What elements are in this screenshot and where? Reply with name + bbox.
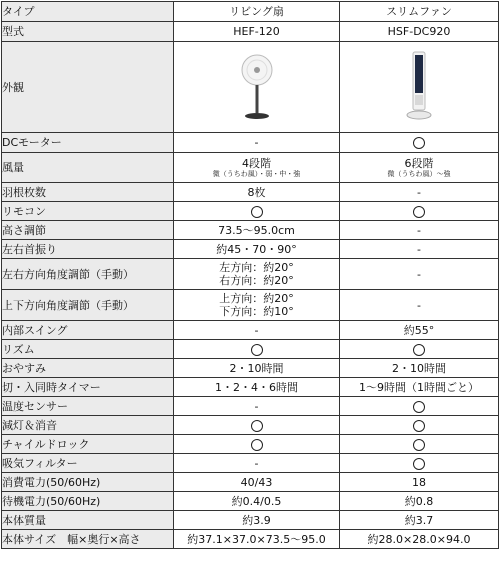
intake-filter-living-fan: - <box>174 454 340 473</box>
child-lock-living-fan <box>174 435 340 454</box>
blades-slim-fan: - <box>340 183 499 202</box>
temp-sensor-slim-fan <box>340 397 499 416</box>
available-mark <box>413 401 425 413</box>
available-mark <box>413 458 425 470</box>
swing-lr-slim-fan: - <box>340 240 499 259</box>
height-adjust-living-fan: 73.5～95.0cm <box>174 221 340 240</box>
row-label: 型式 <box>2 22 174 42</box>
standby-power-living-fan: 約0.4/0.5 <box>174 492 340 511</box>
stand-fan-image <box>237 52 277 122</box>
row-power <box>2 473 499 492</box>
row-child-lock <box>2 435 499 454</box>
airflow-slim-fan <box>340 153 499 183</box>
weight-slim-fan: 約3.7 <box>340 511 499 530</box>
angle-values <box>219 292 294 318</box>
row-label: チャイルドロック <box>2 435 174 454</box>
model-slim-fan: HSF-DC920 <box>340 22 499 42</box>
row-dim-mute <box>2 416 499 435</box>
angle-up: 上方向：約20° <box>219 292 294 305</box>
row-dc-motor <box>2 133 499 153</box>
available-mark <box>251 344 263 356</box>
row-angle-ud <box>2 290 499 321</box>
available-mark <box>413 344 425 356</box>
header-row <box>2 2 499 22</box>
row-label: 本体サイズ 幅×奥行×高さ <box>2 530 174 549</box>
angle-lr-slim-fan: - <box>340 259 499 290</box>
angle-left: 左方向：約20° <box>219 261 294 274</box>
row-model <box>2 22 499 42</box>
tower-fan-image <box>404 49 434 125</box>
angle-down: 下方向：約10° <box>219 305 294 318</box>
row-label: 羽根枚数 <box>2 183 174 202</box>
row-sleep-timer <box>2 359 499 378</box>
row-label: 温度センサー <box>2 397 174 416</box>
dim-mute-slim-fan <box>340 416 499 435</box>
available-mark <box>413 137 425 149</box>
spec-table-wrapper <box>1 1 498 549</box>
dc-motor-slim-fan <box>340 133 499 153</box>
on-off-timer-slim-fan: 1～9時間（1時間ごと） <box>340 378 499 397</box>
available-mark <box>251 420 263 432</box>
row-standby-power <box>2 492 499 511</box>
power-slim-fan: 18 <box>340 473 499 492</box>
angle-right: 右方向：約20° <box>219 274 294 287</box>
row-label: 外観 <box>2 42 174 133</box>
remote-slim-fan <box>340 202 499 221</box>
appearance-slim-fan <box>340 42 499 133</box>
weight-living-fan: 約3.9 <box>174 511 340 530</box>
header-slim-fan: スリムファン <box>340 2 499 22</box>
row-label: 左右方向角度調節（手動） <box>2 259 174 290</box>
dim-mute-living-fan <box>174 416 340 435</box>
temp-sensor-living-fan: - <box>174 397 340 416</box>
height-adjust-slim-fan: - <box>340 221 499 240</box>
sleep-timer-slim-fan: 2・10時間 <box>340 359 499 378</box>
airflow-levels: 4段階 <box>242 156 271 170</box>
row-label: 上下方向角度調節（手動） <box>2 290 174 321</box>
rhythm-slim-fan <box>340 340 499 359</box>
rhythm-living-fan <box>174 340 340 359</box>
row-label: 待機電力(50/60Hz) <box>2 492 174 511</box>
row-label: DCモーター <box>2 133 174 153</box>
angle-lr-living-fan <box>174 259 340 290</box>
airflow-levels-detail: 微（うちわ風）～強 <box>387 169 451 178</box>
row-label: 内部スイング <box>2 321 174 340</box>
available-mark <box>413 206 425 218</box>
available-mark <box>413 439 425 451</box>
angle-ud-slim-fan: - <box>340 290 499 321</box>
appearance-living-fan <box>174 42 340 133</box>
row-label: リズム <box>2 340 174 359</box>
sleep-timer-living-fan: 2・10時間 <box>174 359 340 378</box>
model-living-fan: HEF-120 <box>174 22 340 42</box>
blades-living-fan: 8枚 <box>174 183 340 202</box>
row-label: 消費電力(50/60Hz) <box>2 473 174 492</box>
size-living-fan: 約37.1×37.0×73.5～95.0 <box>174 530 340 549</box>
row-temp-sensor <box>2 397 499 416</box>
internal-swing-living-fan: - <box>174 321 340 340</box>
row-appearance <box>2 42 499 133</box>
row-on-off-timer <box>2 378 499 397</box>
standby-power-slim-fan: 約0.8 <box>340 492 499 511</box>
header-living-fan: リビング扇 <box>174 2 340 22</box>
angle-values <box>219 261 294 287</box>
row-label: 切・入同時タイマー <box>2 378 174 397</box>
row-intake-filter <box>2 454 499 473</box>
row-label: リモコン <box>2 202 174 221</box>
airflow-levels-detail: 微（うちわ風）・弱・中・強 <box>212 169 301 178</box>
row-label: おやすみ <box>2 359 174 378</box>
row-angle-lr <box>2 259 499 290</box>
row-size <box>2 530 499 549</box>
intake-filter-slim-fan <box>340 454 499 473</box>
row-height-adjust <box>2 221 499 240</box>
internal-swing-slim-fan: 約55° <box>340 321 499 340</box>
spec-comparison-table <box>1 1 499 549</box>
on-off-timer-living-fan: 1・2・4・6時間 <box>174 378 340 397</box>
row-swing-lr <box>2 240 499 259</box>
size-slim-fan: 約28.0×28.0×94.0 <box>340 530 499 549</box>
remote-living-fan <box>174 202 340 221</box>
row-remote <box>2 202 499 221</box>
airflow-living-fan <box>174 153 340 183</box>
available-mark <box>251 439 263 451</box>
row-label: 減灯＆消音 <box>2 416 174 435</box>
swing-lr-living-fan: 約45・70・90° <box>174 240 340 259</box>
power-living-fan: 40/43 <box>174 473 340 492</box>
row-internal-swing <box>2 321 499 340</box>
angle-ud-living-fan <box>174 290 340 321</box>
row-label: 高さ調節 <box>2 221 174 240</box>
available-mark <box>413 420 425 432</box>
row-label: 吸気フィルター <box>2 454 174 473</box>
row-label: 風量 <box>2 153 174 183</box>
header-label: タイプ <box>2 2 174 22</box>
dc-motor-living-fan: - <box>174 133 340 153</box>
row-rhythm <box>2 340 499 359</box>
available-mark <box>251 206 263 218</box>
child-lock-slim-fan <box>340 435 499 454</box>
row-blades <box>2 183 499 202</box>
row-airflow <box>2 153 499 183</box>
row-label: 本体質量 <box>2 511 174 530</box>
airflow-levels: 6段階 <box>404 156 434 170</box>
row-label: 左右首振り <box>2 240 174 259</box>
row-weight <box>2 511 499 530</box>
